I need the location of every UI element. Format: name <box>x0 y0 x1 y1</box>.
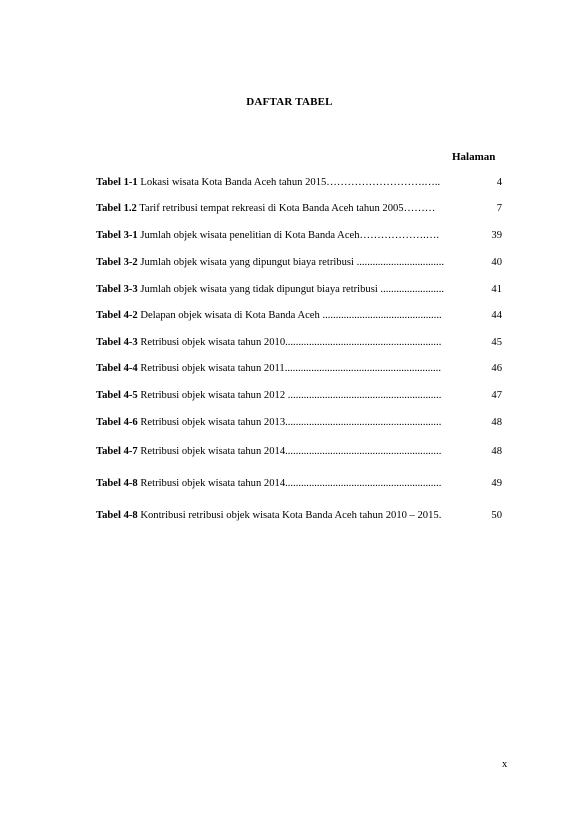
toc-entry-page: 7 <box>496 203 502 214</box>
toc-entry[interactable] <box>96 509 502 523</box>
toc-entry[interactable] <box>96 362 502 376</box>
toc-entry-text <box>96 509 441 523</box>
toc-entry-text <box>96 309 442 323</box>
toc-entry-title: Delapan objek wisata di Kota Banda Aceh ............................................. <box>137 310 442 321</box>
toc-entry-label: Tabel 4-7 <box>96 446 138 457</box>
toc-entry-label: Tabel 3-1 <box>96 230 138 241</box>
toc-entry-label: Tabel 1-1 <box>96 177 138 188</box>
toc-entry-label: Tabel 4-6 <box>96 417 138 428</box>
toc-entry-title: Retribusi objek wisata tahun 2010........................................................... <box>137 337 442 348</box>
toc-entry[interactable] <box>96 256 502 270</box>
toc-entry-text <box>96 202 435 216</box>
toc-entry-title: Jumlah objek wisata yang dipungut biaya retribusi ................................. <box>137 257 444 268</box>
toc-entry-page: 39 <box>491 230 502 241</box>
toc-entry[interactable] <box>96 176 502 190</box>
toc-entry[interactable] <box>96 477 502 491</box>
toc-entry-label: Tabel 4-4 <box>96 363 138 374</box>
toc-entry-label: Tabel 4-8 <box>96 478 138 489</box>
toc-entry-text <box>96 416 441 430</box>
toc-entry-label: Tabel 1.2 <box>96 203 137 214</box>
toc-entry-page: 44 <box>491 310 502 321</box>
page-column-header: Halaman <box>452 151 496 163</box>
toc-entry-title: Lokasi wisata Kota Banda Aceh tahun 2015……………………….….. <box>137 177 441 188</box>
toc-entry[interactable] <box>96 202 502 216</box>
toc-entry-page: 40 <box>491 257 502 268</box>
toc-entry-page: 50 <box>491 510 502 521</box>
toc-entry-text <box>96 336 441 350</box>
toc-entry-page: 48 <box>491 446 502 457</box>
toc-entry-label: Tabel 3-2 <box>96 257 138 268</box>
toc-entry-text <box>96 176 440 190</box>
toc-entry-page: 48 <box>491 417 502 428</box>
page-title: DAFTAR TABEL <box>246 96 333 108</box>
toc-entry-title: Retribusi objek wisata tahun 2013........................................................... <box>137 417 442 428</box>
toc-entry[interactable] <box>96 229 502 243</box>
toc-entry-title: Jumlah objek wisata yang tidak dipungut biaya retribusi ........................ <box>137 284 444 295</box>
toc-entry-label: Tabel 4-3 <box>96 337 138 348</box>
page-number: x <box>502 759 508 770</box>
toc-entry-page: 45 <box>491 337 502 348</box>
toc-entry-label: Tabel 4-2 <box>96 310 138 321</box>
toc-entry-title: Retribusi objek wisata tahun 2011........................................................... <box>137 363 441 374</box>
toc-entry-page: 46 <box>491 363 502 374</box>
toc-entry[interactable] <box>96 445 502 459</box>
toc-entry[interactable] <box>96 336 502 350</box>
toc-entry-title: Retribusi objek wisata tahun 2012 .......................................................... <box>137 390 442 401</box>
toc-entry-text <box>96 477 441 491</box>
toc-entry-title: Jumlah objek wisata penelitian di Kota Banda Aceh……………….…. <box>137 230 439 241</box>
toc-entry-title: Tarif retribusi tempat rekreasi di Kota Banda Aceh tahun 2005……… <box>136 203 436 214</box>
toc-entry-text <box>96 229 439 243</box>
toc-entry[interactable] <box>96 389 502 403</box>
toc-entry-page: 4 <box>496 177 502 188</box>
toc-entry-page: 49 <box>491 478 502 489</box>
toc-entry-page: 47 <box>491 390 502 401</box>
toc-entry[interactable] <box>96 283 502 297</box>
toc-entry-page: 41 <box>491 284 502 295</box>
toc-entry-title: Retribusi objek wisata tahun 2014........................................................... <box>137 446 442 457</box>
toc-entry[interactable] <box>96 416 502 430</box>
toc-entry-title: Kontribusi retribusi objek wisata Kota Banda Aceh tahun 2010 – 2015. <box>137 510 442 521</box>
toc-entry-label: Tabel 4-8 <box>96 510 138 521</box>
toc-entry[interactable] <box>96 309 502 323</box>
toc-entry-text <box>96 256 444 270</box>
toc-entry-text <box>96 362 441 376</box>
toc-entry-text <box>96 283 444 297</box>
toc-entry-text <box>96 445 441 459</box>
toc-entry-text <box>96 389 441 403</box>
toc-entry-label: Tabel 4-5 <box>96 390 138 401</box>
toc-entry-title: Retribusi objek wisata tahun 2014........................................................... <box>137 478 442 489</box>
toc-entry-label: Tabel 3-3 <box>96 284 138 295</box>
